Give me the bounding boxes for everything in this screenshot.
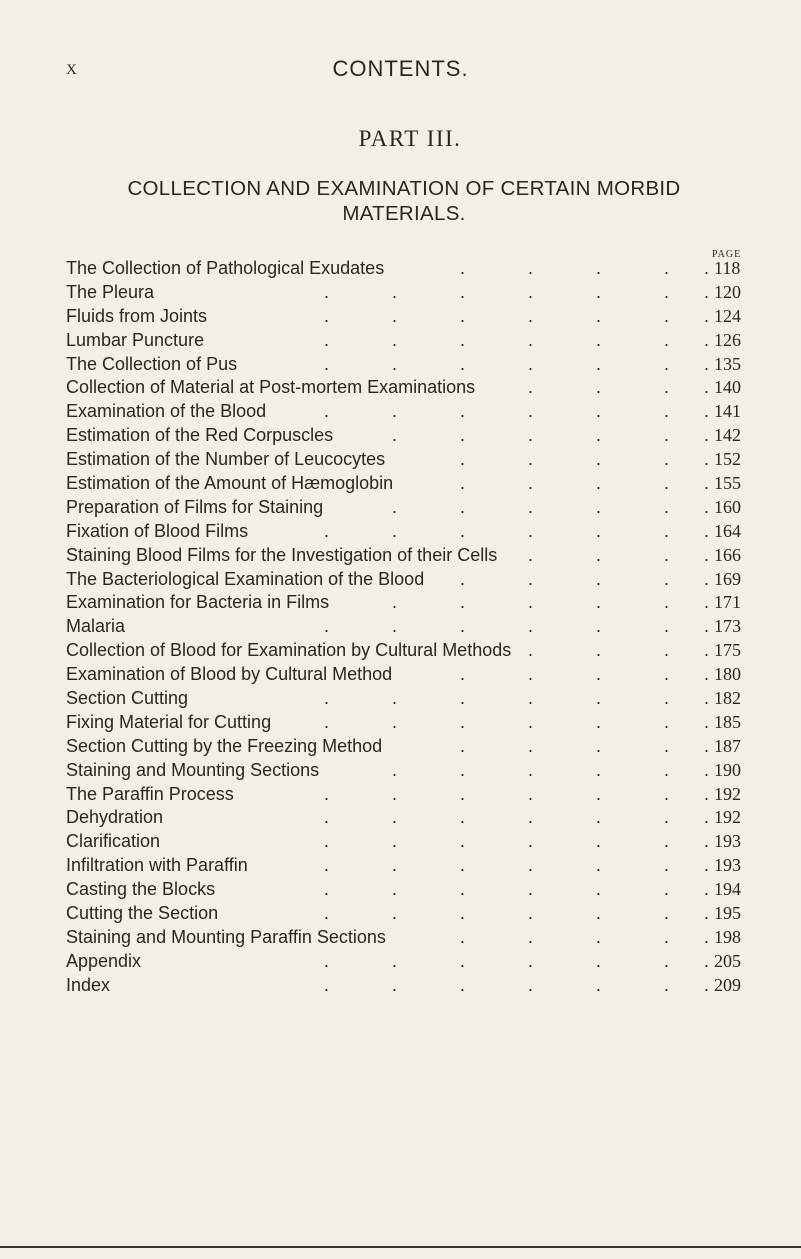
toc-entry[interactable] — [66, 711, 746, 735]
leader-dot: . — [664, 879, 670, 900]
toc-entry[interactable] — [66, 376, 746, 400]
leader-dot: . — [324, 783, 330, 804]
toc-entry-title: Index — [66, 974, 111, 995]
toc-entry-title: Malaria — [66, 616, 126, 637]
leader-dot: . — [460, 926, 466, 947]
leader-dot: . — [704, 496, 710, 517]
toc-entry[interactable] — [66, 663, 746, 687]
toc-entry-title: Examination of the Blood — [66, 401, 267, 422]
leader-dot: . — [596, 711, 602, 732]
leader-dot: . — [460, 879, 466, 900]
toc-entry-page: 135 — [714, 353, 741, 374]
toc-entry[interactable] — [66, 281, 746, 305]
leader-dot: . — [664, 735, 670, 756]
leader-dot: . — [704, 329, 710, 350]
toc-entry-title: Section Cutting — [66, 688, 189, 709]
leader-dot: . — [460, 496, 466, 517]
leader-dot: . — [704, 831, 710, 852]
leader-dot: . — [664, 926, 670, 947]
leader-dot: . — [528, 926, 534, 947]
leader-dot: . — [460, 759, 466, 780]
leader-dot: . — [324, 807, 330, 828]
toc-entry-title: Lumbar Puncture — [66, 329, 205, 350]
leader-dot: . — [704, 425, 710, 446]
leader-dot: . — [596, 568, 602, 589]
toc-entry-title: Infiltration with Paraffin — [66, 855, 248, 876]
leader-dot: . — [392, 903, 398, 924]
toc-entry-page: 142 — [714, 425, 741, 446]
leader-dot: . — [460, 783, 466, 804]
toc-entry-title: Preparation of Films for Staining — [66, 496, 324, 517]
toc-entry[interactable] — [66, 472, 746, 496]
leader-dot: . — [704, 759, 710, 780]
toc-entry[interactable] — [66, 257, 746, 281]
leader-dot: . — [460, 592, 466, 613]
leader-dot: . — [704, 974, 710, 995]
leader-dot: . — [528, 353, 534, 374]
leader-dot: . — [324, 329, 330, 350]
leader-dot: . — [704, 926, 710, 947]
leader-dot: . — [324, 281, 330, 302]
leader-dot: . — [596, 974, 602, 995]
toc-entry[interactable] — [66, 950, 746, 974]
leader-dot: . — [664, 807, 670, 828]
leader-dot: . — [704, 879, 710, 900]
leader-dot: . — [460, 449, 466, 470]
leader-dot: . — [664, 664, 670, 685]
leader-dot: . — [596, 592, 602, 613]
leader-dot: . — [324, 831, 330, 852]
toc-entry-title: The Pleura — [66, 281, 155, 302]
leader-dot: . — [664, 544, 670, 565]
toc-entry-page: 126 — [714, 329, 741, 350]
toc-entry[interactable] — [66, 424, 746, 448]
leader-dot: . — [664, 616, 670, 637]
leader-dot: . — [596, 879, 602, 900]
toc-entry-title: The Paraffin Process — [66, 783, 234, 804]
leader-dot: . — [664, 950, 670, 971]
toc-entry-page: 118 — [714, 258, 741, 278]
toc-entry-title: Estimation of the Amount of Hæmoglobin — [66, 473, 394, 494]
toc-entry-title: Section Cutting by the Freezing Method — [66, 735, 383, 756]
toc-entry-page: 195 — [714, 903, 741, 924]
leader-dot: . — [392, 520, 398, 541]
leader-dot: . — [704, 473, 710, 494]
leader-dot: . — [596, 950, 602, 971]
leader-dot: . — [528, 449, 534, 470]
leader-dot: . — [460, 735, 466, 756]
leader-dot: . — [528, 664, 534, 685]
toc-entry-title: Collection of Blood for Examination by Cultural Methods — [66, 640, 512, 661]
toc-entry-page: 198 — [714, 926, 741, 947]
leader-dot: . — [664, 281, 670, 302]
table-of-contents — [66, 257, 746, 998]
leader-dot: . — [596, 903, 602, 924]
leader-dot: . — [460, 401, 466, 422]
toc-entry[interactable] — [66, 591, 746, 615]
leader-dot: . — [460, 473, 466, 494]
toc-entry-title: Staining Blood Films for the Investigation of their Cells — [66, 544, 498, 565]
leader-dot: . — [596, 664, 602, 685]
leader-dot: . — [528, 329, 534, 350]
leader-dot: . — [664, 831, 670, 852]
part-title: PART III. — [358, 126, 462, 151]
toc-entry-title: Fixation of Blood Films — [66, 520, 249, 541]
leader-dot: . — [596, 759, 602, 780]
leader-dot: . — [664, 305, 670, 326]
leader-dot: . — [392, 281, 398, 302]
leader-dot: . — [528, 831, 534, 852]
leader-dot: . — [664, 974, 670, 995]
leader-dot: . — [324, 974, 330, 995]
leader-dot: . — [704, 258, 710, 278]
leader-dot: . — [528, 640, 534, 661]
leader-dot: . — [704, 568, 710, 589]
leader-dot: . — [664, 401, 670, 422]
toc-entry-page: 185 — [714, 711, 741, 732]
leader-dot: . — [392, 974, 398, 995]
leader-dot: . — [596, 329, 602, 350]
toc-entry-page: 155 — [714, 473, 741, 494]
leader-dot: . — [460, 903, 466, 924]
leader-dot: . — [528, 735, 534, 756]
leader-dot: . — [392, 759, 398, 780]
toc-entry[interactable] — [66, 783, 746, 807]
leader-dot: . — [704, 807, 710, 828]
leader-dot: . — [664, 903, 670, 924]
leader-dot: . — [664, 520, 670, 541]
leader-dot: . — [704, 616, 710, 637]
leader-dot: . — [460, 329, 466, 350]
toc-entry[interactable] — [66, 759, 746, 783]
leader-dot: . — [704, 711, 710, 732]
leader-dot: . — [704, 783, 710, 804]
leader-dot: . — [528, 807, 534, 828]
leader-dot: . — [460, 711, 466, 732]
toc-entry-title: Dehydration — [66, 807, 164, 828]
leader-dot: . — [664, 568, 670, 589]
toc-entry-page: 194 — [714, 879, 741, 900]
leader-dot: . — [704, 401, 710, 422]
leader-dot: . — [704, 735, 710, 756]
toc-entry-title: Examination of Blood by Cultural Method — [66, 664, 393, 685]
leader-dot: . — [528, 473, 534, 494]
leader-dot: . — [704, 688, 710, 709]
leader-dot: . — [528, 903, 534, 924]
leader-dot: . — [596, 855, 602, 876]
toc-entry-page: 187 — [714, 735, 741, 756]
toc-entry[interactable] — [66, 806, 746, 830]
leader-dot: . — [596, 520, 602, 541]
leader-dot: . — [704, 449, 710, 470]
leader-dot: . — [704, 855, 710, 876]
leader-dot: . — [528, 258, 534, 278]
leader-dot: . — [528, 520, 534, 541]
leader-dot: . — [664, 711, 670, 732]
leader-dot: . — [664, 688, 670, 709]
leader-dot: . — [596, 688, 602, 709]
toc-entry-page: 141 — [714, 401, 741, 422]
leader-dot: . — [596, 926, 602, 947]
toc-entry-page: 175 — [714, 640, 741, 661]
leader-dot: . — [324, 520, 330, 541]
toc-entry-page: 193 — [714, 855, 741, 876]
leader-dot: . — [664, 425, 670, 446]
toc-entry-page: 192 — [714, 807, 741, 828]
leader-dot: . — [596, 258, 602, 278]
toc-entry-title: Collection of Material at Post-mortem Examinations — [66, 377, 476, 398]
section-title — [64, 176, 744, 226]
leader-dot: . — [596, 281, 602, 302]
leader-dot: . — [596, 449, 602, 470]
leader-dot: . — [664, 592, 670, 613]
toc-entry-page: 140 — [714, 377, 741, 398]
leader-dot: . — [392, 305, 398, 326]
toc-entry-title: Cutting the Section — [66, 903, 219, 924]
running-head: CONTENTS. — [332, 56, 469, 81]
toc-entry[interactable] — [66, 902, 746, 926]
leader-dot: . — [324, 305, 330, 326]
toc-entry[interactable] — [66, 830, 746, 854]
leader-dot: . — [460, 568, 466, 589]
toc-entry-title: Fluids from Joints — [66, 305, 208, 326]
leader-dot: . — [596, 401, 602, 422]
leader-dot: . — [460, 305, 466, 326]
toc-entry[interactable] — [66, 400, 746, 424]
leader-dot: . — [528, 592, 534, 613]
leader-dot: . — [528, 855, 534, 876]
leader-dot: . — [704, 353, 710, 374]
leader-dot: . — [324, 688, 330, 709]
leader-dot: . — [664, 449, 670, 470]
toc-entry-page: 160 — [714, 496, 741, 517]
toc-entry-title: Clarification — [66, 831, 161, 852]
leader-dot: . — [704, 544, 710, 565]
leader-dot: . — [392, 592, 398, 613]
leader-dot: . — [528, 281, 534, 302]
leader-dot: . — [460, 258, 466, 278]
leader-dot: . — [460, 425, 466, 446]
leader-dot: . — [392, 401, 398, 422]
leader-dot: . — [704, 950, 710, 971]
leader-dot: . — [528, 544, 534, 565]
leader-dot: . — [596, 783, 602, 804]
leader-dot: . — [460, 281, 466, 302]
toc-entry-title: Estimation of the Number of Leucocytes — [66, 449, 386, 470]
leader-dot: . — [528, 425, 534, 446]
toc-entry-title: The Collection of Pathological Exudates — [66, 258, 385, 278]
toc-entry-page: 169 — [714, 568, 741, 589]
toc-entry-title: Estimation of the Red Corpuscles — [66, 425, 334, 446]
leader-dot: . — [596, 807, 602, 828]
leader-dot: . — [596, 831, 602, 852]
bottom-rule — [0, 1246, 801, 1248]
toc-entry[interactable] — [66, 305, 746, 329]
toc-entry-page: 152 — [714, 449, 741, 470]
leader-dot: . — [664, 640, 670, 661]
leader-dot: . — [324, 616, 330, 637]
leader-dot: . — [528, 711, 534, 732]
leader-dot: . — [460, 353, 466, 374]
leader-dot: . — [460, 855, 466, 876]
leader-dot: . — [528, 377, 534, 398]
toc-entry-title: The Bacteriological Examination of the Blood — [66, 568, 425, 589]
leader-dot: . — [664, 377, 670, 398]
toc-entry-page: 205 — [714, 950, 741, 971]
toc-entry-title: Staining and Mounting Paraffin Sections — [66, 926, 386, 947]
leader-dot: . — [324, 353, 330, 374]
toc-entry-title: Staining and Mounting Sections — [66, 759, 320, 780]
toc-entry-page: 173 — [714, 616, 741, 637]
toc-entry-page: 120 — [714, 281, 741, 302]
leader-dot: . — [460, 807, 466, 828]
toc-entry-page: 180 — [714, 664, 741, 685]
leader-dot: . — [704, 903, 710, 924]
toc-entry[interactable] — [66, 496, 746, 520]
leader-dot: . — [528, 616, 534, 637]
toc-entry-page: 190 — [714, 759, 741, 780]
leader-dot: . — [528, 759, 534, 780]
leader-dot: . — [528, 974, 534, 995]
leader-dot: . — [664, 496, 670, 517]
leader-dot: . — [392, 616, 398, 637]
leader-dot: . — [704, 520, 710, 541]
toc-entry[interactable] — [66, 615, 746, 639]
toc-entry-title: Appendix — [66, 950, 142, 971]
toc-entry[interactable] — [66, 735, 746, 759]
toc-entry[interactable] — [66, 568, 746, 592]
leader-dot: . — [392, 783, 398, 804]
leader-dot: . — [392, 807, 398, 828]
leader-dot: . — [596, 544, 602, 565]
leader-dot: . — [528, 879, 534, 900]
section-title-line-1: COLLECTION AND EXAMINATION OF CERTAIN MORBID — [127, 177, 681, 200]
leader-dot: . — [664, 353, 670, 374]
leader-dot: . — [324, 401, 330, 422]
leader-dot: . — [392, 688, 398, 709]
leader-dot: . — [596, 735, 602, 756]
toc-entry-page: 164 — [714, 520, 741, 541]
toc-entry[interactable] — [66, 448, 746, 472]
leader-dot: . — [596, 640, 602, 661]
toc-entry[interactable] — [66, 329, 746, 353]
toc-entry[interactable] — [66, 974, 746, 998]
toc-entry-title: Casting the Blocks — [66, 879, 216, 900]
toc-entry[interactable] — [66, 544, 746, 568]
leader-dot: . — [392, 855, 398, 876]
toc-entry[interactable] — [66, 854, 746, 878]
toc-entry-page: 166 — [714, 544, 741, 565]
toc-entry[interactable] — [66, 878, 746, 902]
toc-entry[interactable] — [66, 520, 746, 544]
leader-dot: . — [392, 353, 398, 374]
leader-dot: . — [528, 688, 534, 709]
leader-dot: . — [392, 879, 398, 900]
leader-dot: . — [596, 353, 602, 374]
leader-dot: . — [460, 664, 466, 685]
section-title-line-2: MATERIALS. — [342, 202, 466, 225]
toc-entry-page: 209 — [714, 974, 741, 995]
leader-dot: . — [324, 879, 330, 900]
page-column-label: PAGE — [712, 249, 742, 260]
toc-entry-page: 182 — [714, 688, 741, 709]
leader-dot: . — [704, 305, 710, 326]
leader-dot: . — [392, 950, 398, 971]
toc-entry-page: 192 — [714, 783, 741, 804]
page-folio: X — [66, 62, 77, 78]
leader-dot: . — [704, 640, 710, 661]
toc-entry[interactable] — [66, 687, 746, 711]
leader-dot: . — [460, 950, 466, 971]
toc-entry[interactable] — [66, 639, 746, 663]
leader-dot: . — [596, 616, 602, 637]
leader-dot: . — [460, 520, 466, 541]
leader-dot: . — [460, 831, 466, 852]
leader-dot: . — [664, 258, 670, 278]
leader-dot: . — [596, 496, 602, 517]
leader-dot: . — [596, 473, 602, 494]
leader-dot: . — [664, 329, 670, 350]
leader-dot: . — [528, 568, 534, 589]
toc-entry[interactable] — [66, 353, 746, 377]
leader-dot: . — [460, 688, 466, 709]
leader-dot: . — [704, 664, 710, 685]
leader-dot: . — [664, 855, 670, 876]
leader-dot: . — [704, 592, 710, 613]
toc-entry-title: Fixing Material for Cutting — [66, 711, 272, 732]
leader-dot: . — [664, 783, 670, 804]
leader-dot: . — [392, 711, 398, 732]
leader-dot: . — [704, 281, 710, 302]
leader-dot: . — [460, 974, 466, 995]
toc-entry[interactable] — [66, 926, 746, 950]
leader-dot: . — [664, 759, 670, 780]
leader-dot: . — [596, 377, 602, 398]
leader-dot: . — [324, 855, 330, 876]
leader-dot: . — [392, 831, 398, 852]
leader-dot: . — [528, 305, 534, 326]
leader-dot: . — [528, 496, 534, 517]
toc-entry-page: 193 — [714, 831, 741, 852]
leader-dot: . — [528, 401, 534, 422]
toc-entry-title: Examination for Bacteria in Films — [66, 592, 330, 613]
leader-dot: . — [528, 783, 534, 804]
toc-entry-page: 171 — [714, 592, 741, 613]
leader-dot: . — [596, 305, 602, 326]
leader-dot: . — [596, 425, 602, 446]
leader-dot: . — [664, 473, 670, 494]
toc-entry-title: The Collection of Pus — [66, 353, 238, 374]
leader-dot: . — [392, 329, 398, 350]
leader-dot: . — [324, 711, 330, 732]
toc-entry-page: 124 — [714, 305, 741, 326]
leader-dot: . — [704, 377, 710, 398]
leader-dot: . — [528, 950, 534, 971]
leader-dot: . — [460, 616, 466, 637]
leader-dot: . — [392, 425, 398, 446]
leader-dot: . — [324, 950, 330, 971]
leader-dot: . — [392, 496, 398, 517]
leader-dot: . — [324, 903, 330, 924]
